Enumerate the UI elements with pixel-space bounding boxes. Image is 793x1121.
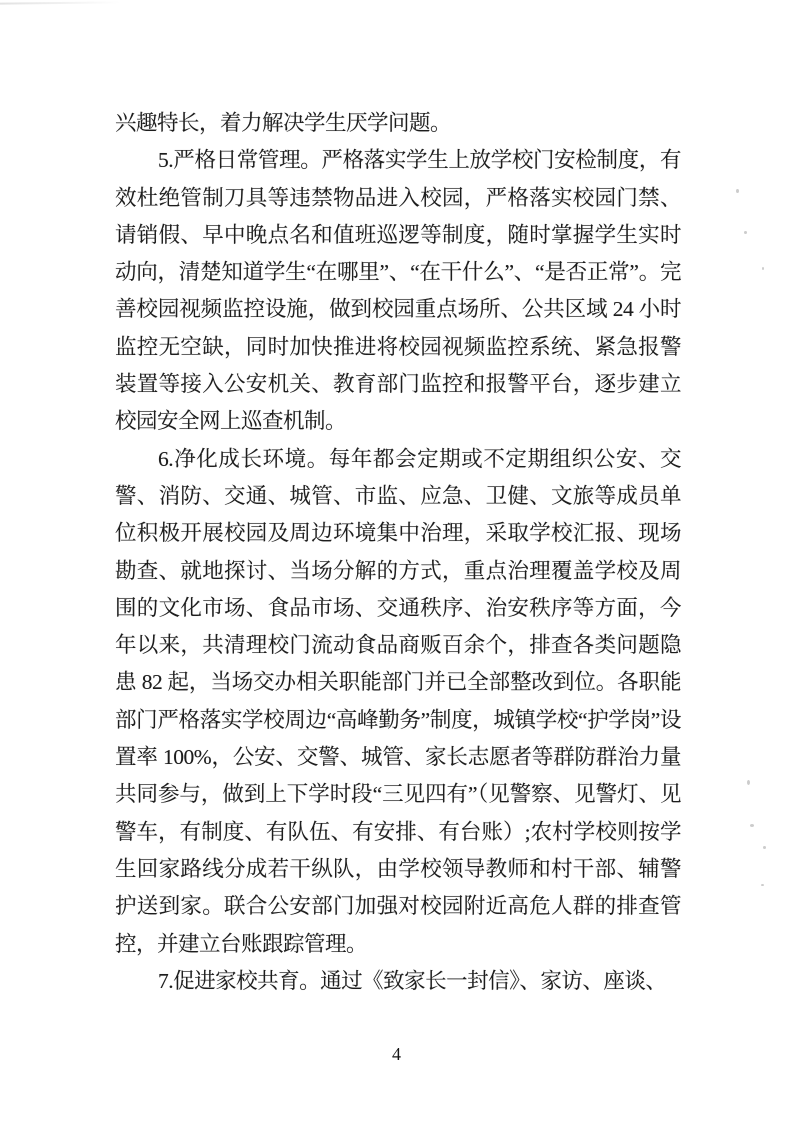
document-body	[115, 105, 681, 1000]
page-number: 4	[392, 1044, 401, 1064]
body-paragraph: 兴趣特长，着力解决学生厌学问题。	[115, 111, 452, 135]
scan-speck	[761, 884, 764, 886]
scan-speck	[747, 780, 750, 785]
scan-speck	[762, 267, 764, 270]
scan-speck	[736, 189, 739, 193]
scan-speck	[744, 231, 747, 234]
scan-speck	[750, 824, 754, 827]
body-paragraph-item-7: 7.促进家校共育。通过《致家长一封信》、家访、座谈、	[158, 968, 667, 993]
scan-artifact-streak	[0, 1, 120, 4]
body-paragraph-item-5: 5.严格日常管理。严格落实学生上放学校门安检制度，有效杜绝管制刀具等违禁物品进入校园，严格落实校园门禁、请销假、早中晚点名和值班巡逻等制度，随时掌握学生实时动向，清楚知道学生“在哪里”、“在干什么”、“是否正常”。完善校园视频监控设施，做到校园重点场所、公共区域 24 小时监控无空缺，同时加快推进将校园视频监控系统、紧急报警装置等接入公安机关、教育部门监控和报警平台，逐步建立校园安全网上巡查机制。	[115, 148, 681, 434]
scan-speck	[763, 846, 766, 849]
body-paragraph-item-6: 6.净化成长环境。每年都会定期或不定期组织公安、交警、消防、交通、城管、市监、应急、卫健、文旅等成员单位积极开展校园及周边环境集中治理，采取学校汇报、现场勘查、就地探讨、当场分解的方式，重点治理覆盖学校及周围的文化市场、食品市场、交通秩序、治安秩序等方面，今年以来，共清理校门流动食品商贩百余个，排查各类问题隐患 82 起，当场交办相关职能部门并已全部整改到位。各职能部门严格落实学校周边“高峰勤务”制度，城镇学校“护学岗”设置率 100%，公安、交警、城管、家长志愿者等群防群治力量共同参与，做到上下学时段“三见四有”（见警察、见警灯、见警车，有制度、有队伍、有安排、有台账）;农村学校则按学生回家路线分成若干纵队，由学校领导教师和村干部、辅警护送到家。联合公安部门加强对校园附近高危人群的排查管控，并建立台账跟踪管理。	[115, 446, 681, 956]
